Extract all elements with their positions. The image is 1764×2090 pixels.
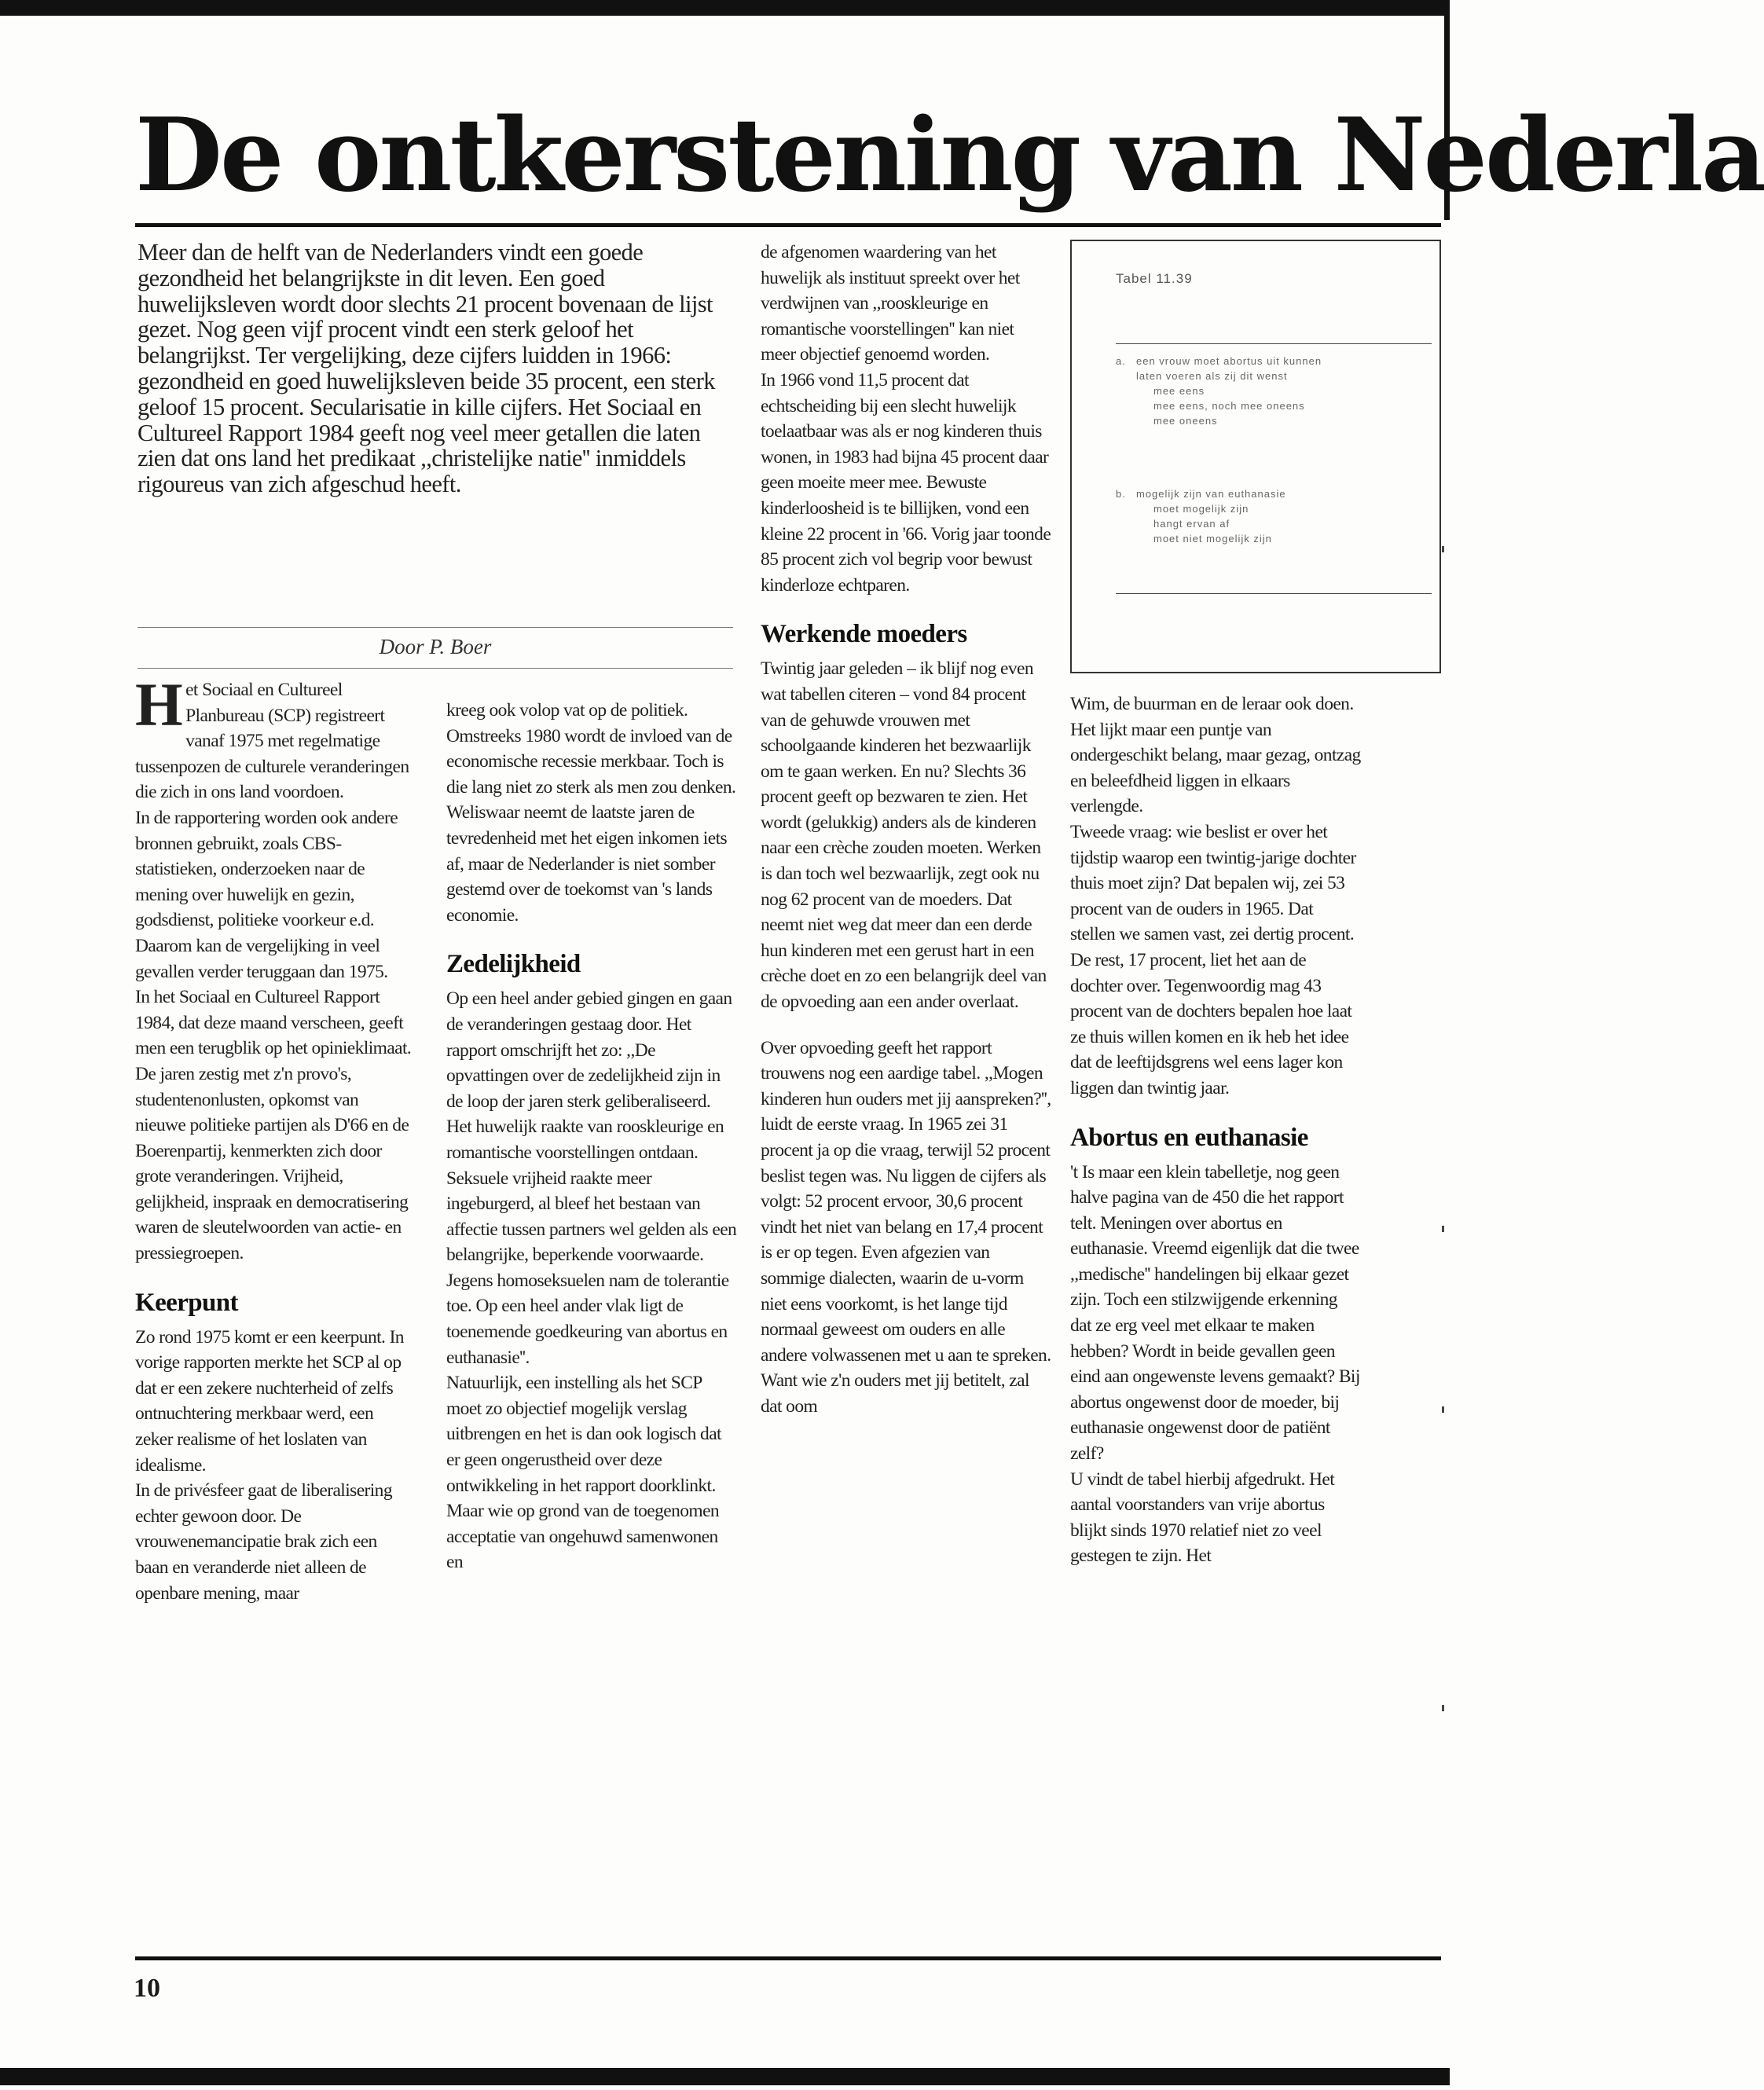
- paragraph: Zo rond 1975 komt er een keerpunt. In vorige rapporten merkte het SCP al op dat er een zekere nuchterheid of zelfs ontnuchtering merkbaar werd, een zeker realisme of het loslaten van idealisme.: [135, 1326, 404, 1476]
- table-title: Tabel 11.39: [1116, 271, 1193, 286]
- intro-text: Meer dan de helft van de Nederlanders vindt een goede gezondheid het belangrijkste in dit leven. Een goed huwelijksleven wordt door slechts 21 procent bovenaan de lijst gezet. Nog geen vijf procent vindt een sterk geloof het belangrijkst. Ter vergelijking, deze cijfers luidden in 1966: gezondheid en goed huwelijksleven beide 35 procent, een sterk geloof 15 procent. Secularisatie in kille cijfers. Het Sociaal en Cultureel Rapport 1984 geeft nog veel meer getallen die laten zien dat ons land het predikaat ,,christelijke natie'' inmiddels rigoureus van zich afgeschud heeft.: [138, 239, 715, 498]
- answer-option: mee oneens: [1153, 415, 1218, 427]
- paragraph: In het Sociaal en Cultureel Rapport 1984, dat deze maand verscheen, geeft men een terugblik op het opinieklimaat. De jaren zestig met z'n provo's, studentenonlusten, opkomst van nieuwe politieke partijen als D'66 en de Boerenpartij, kenmerkten zich door grote veranderingen. Vrijheid, gelijkheid, inspraak en democratisering waren de sleutelwoorden van actie- en pressiegroepen.: [135, 987, 412, 1264]
- footer-rule: [135, 1956, 1441, 1960]
- subheading-keerpunt: Keerpunt: [135, 1288, 238, 1317]
- margin-mark: [1442, 1705, 1444, 1711]
- table-rule: [1116, 593, 1432, 594]
- margin-mark: [1442, 1226, 1444, 1232]
- subheading-werkende-moeders: Werkende moeders: [761, 620, 967, 649]
- section-label: a.: [1116, 355, 1126, 367]
- table-box: [1070, 240, 1441, 673]
- paragraph: Over opvoeding geeft het rapport trouwens nog een aardige tabel. ,,Mogen kinderen hun ouders met jij aanspreken?'', luidt de eerste vraag. In 1965 zei 31 procent ja op die vraag, terwijl 52 procent beslist tegen was. Nu liggen de cijfers als volgt: 52 procent ervoor, 30,6 procent vindt het niet van belang en 17,4 procent is er op tegen. Even afgezien van sommige dialecten, waarin de u-vorm niet eens voorkomt, is het lange tijd normaal geweest om ouders en alle andere volwassenen met u aan te spreken. Want wie z'n ouders met jij betitelt, zal dat oom: [761, 1037, 1051, 1417]
- table-section-a: [1116, 354, 1430, 428]
- margin-mark: [1442, 1406, 1444, 1413]
- paragraph: Wim, de buurman en de leraar ook doen. Het lijkt maar een puntje van ondergeschikt belang, maar gezag, ontzag en beleefdheid liggen in elkaars verlengde.: [1070, 694, 1361, 817]
- byline-rule: [138, 668, 733, 669]
- paragraph: 't Is maar een klein tabelletje, nog geen halve pagina van de 450 die het rapport telt. Meningen over abortus en euthanasie. Vreemd eigenlijk dat die twee ,,medische'' handelingen bij elkaar gezet zijn. Toch een stilzwijgende erkenning dat ze erg veel met elkaar te maken hebben? Wordt in beide gevallen geen eind aan ongewenste levens gemaakt? Bij abortus ongewenst door de moeder, bij euthanasie ongewenst door de patiënt zelf?: [1070, 1161, 1360, 1465]
- table-section-b: [1116, 486, 1430, 546]
- column-1: [135, 670, 412, 1954]
- intro-rule: [138, 627, 733, 628]
- answer-option: moet mogelijk zijn: [1153, 503, 1249, 515]
- paragraph: In de rapportering worden ook andere bronnen gebruikt, zoals CBS-statistieken, onderzoeken naar de mening over huwelijk en gezin, godsdienst, politieke voorkeur e.d. Daarom kan de vergelijking in veel gevallen verder teruggaan dan 1975.: [135, 807, 398, 982]
- subheading-abortus: Abortus en euthanasie: [1070, 1123, 1308, 1152]
- column-3: [761, 240, 1051, 1956]
- page-number: 10: [134, 1974, 160, 2003]
- paragraph-text: et Sociaal en Cultureel Planbureau (SCP) registreert vanaf 1975 met regelmatige tussenpozen de culturele veranderingen die zich in ons land voordoen.: [135, 680, 409, 803]
- answer-option: hangt ervan af: [1153, 518, 1230, 530]
- column-2: [446, 698, 737, 1955]
- paragraph: In de privésfeer gaat de liberalisering echter gewoon door. De vrouwenemancipatie brak zich een baan en veranderde niet alleen de openbare mening, maar: [135, 1480, 392, 1604]
- question-text: een vrouw moet abortus uit kunnen: [1136, 355, 1322, 367]
- paragraph: Tweede vraag: wie beslist er over het tijdstip waarop een twintig-jarige dochter thuis moet zijn? Dat bepalen wij, zei 53 procent van de ouders in 1965. Dat stellen we samen vast, zei dertig procent. De rest, 17 procent, liet het aan de dochter over. Tegenwoordig mag 43 procent van de dochters bepalen hoe laat ze thuis willen komen en ik heb het idee dat de leeftijdsgrens wel eens lager kon liggen dan twintig jaar.: [1070, 821, 1356, 1098]
- paragraph: [135, 670, 412, 805]
- drop-cap: H: [135, 670, 183, 739]
- byline: Door P. Boer: [379, 635, 492, 658]
- section-label: b.: [1116, 488, 1126, 500]
- paragraph: In 1966 vond 11,5 procent dat echtscheiding bij een slecht huwelijk toelaatbaar was als er nog kinderen thuis wonen, in 1983 had bijna 45 procent daar geen moeite meer mee. Bewuste kinderloosheid is te billijken, vond een kleine 22 procent in '66. Vorig jaar toonde 85 procent zich vol begrip voor bewust kinderloze echtparen.: [761, 369, 1051, 596]
- headline-rule: [135, 223, 1441, 227]
- margin-mark: [1442, 546, 1444, 552]
- intro-paragraph: [138, 240, 733, 617]
- answer-option: moet niet mogelijk zijn: [1153, 533, 1272, 544]
- paragraph: kreeg ook volop vat op de politiek.: [446, 700, 688, 720]
- paragraph: Omstreeks 1980 wordt de invloed van de economische recessie merkbaar. Toch is die lang niet zo sterk als men zou denken. Weliswaar neemt de laatste jaren de tevredenheid met het eigen inkomen iets af, maar de Nederlander is niet somber gestemd over de toekomst van 's lands economie.: [446, 725, 736, 926]
- paragraph: Twintig jaar geleden – ik blijf nog even wat tabellen citeren – vond 84 procent van de gehuwde vrouwen met schoolgaande kinderen het bezwaarlijk om te gaan werken. En nu? Slechts 36 procent geeft op bezwaren te zien. Het wordt (gelukkig) anders als de kinderen naar een crèche zouden moeten. Werken is dan toch wel bezwaarlijk, zegt ook nu nog 62 procent van de moeders. Dat neemt niet weg dat meer dan een derde hun kinderen met een gerust hart in een crèche doet en zo een belangrijk deel van de opvoeding aan een ander overlaat.: [761, 658, 1047, 1013]
- top-rule: [0, 0, 1450, 16]
- paragraph: U vindt de tabel hierbij afgedrukt. Het aantal voorstanders van vrije abortus blijkt sinds 1970 relatief niet zo veel gestegen te zijn. Het: [1070, 1468, 1335, 1567]
- paragraph: Natuurlijk, een instelling als het SCP moet zo objectief mogelijk verslag uitbrengen en het is dan ook logisch dat er geen ongerustheid over deze ontwikkeling in het rapport doorklinkt. Maar wie op grond van de toegenomen acceptatie van ongehuwd samenwonen en: [446, 1373, 721, 1573]
- column-4: [1070, 691, 1361, 1956]
- table-rule: [1116, 343, 1432, 344]
- question-text: laten voeren als zij dit wenst: [1136, 370, 1288, 382]
- bottom-rule: [0, 2068, 1450, 2085]
- headline: De ontkerstening van Nederla: [135, 97, 1764, 214]
- subheading-zedelijkheid: Zedelijkheid: [446, 950, 581, 979]
- question-text: mogelijk zijn van euthanasie: [1136, 488, 1286, 500]
- answer-option: mee eens, noch mee oneens: [1153, 400, 1305, 412]
- paragraph: de afgenomen waardering van het huwelijk als instituut spreekt over het verdwijnen van ,,rooskleurige en romantische voorstellingen'' kan niet meer objectief genoemd worden.: [761, 242, 1020, 365]
- paragraph: Op een heel ander gebied gingen en gaan de veranderingen gestaag door. Het rapport omschrijft het zo: ,,De opvattingen over de zedelijkheid zijn in de loop der jaren sterk geliberaliseerd. Het huwelijk raakte van rooskleurige en romantische voorstellingen ontdaan. Seksuele vrijheid raakte meer ingeburgerd, al bleef het bestaan van affectie tussen partners wel gelden als een belangrijke, beperkende voorwaarde. Jegens homoseksuelen nam de tolerantie toe. Op een heel ander vlak ligt de toenemende goedkeuring van abortus en euthanasie''.: [446, 988, 737, 1368]
- answer-option: mee eens: [1153, 385, 1205, 397]
